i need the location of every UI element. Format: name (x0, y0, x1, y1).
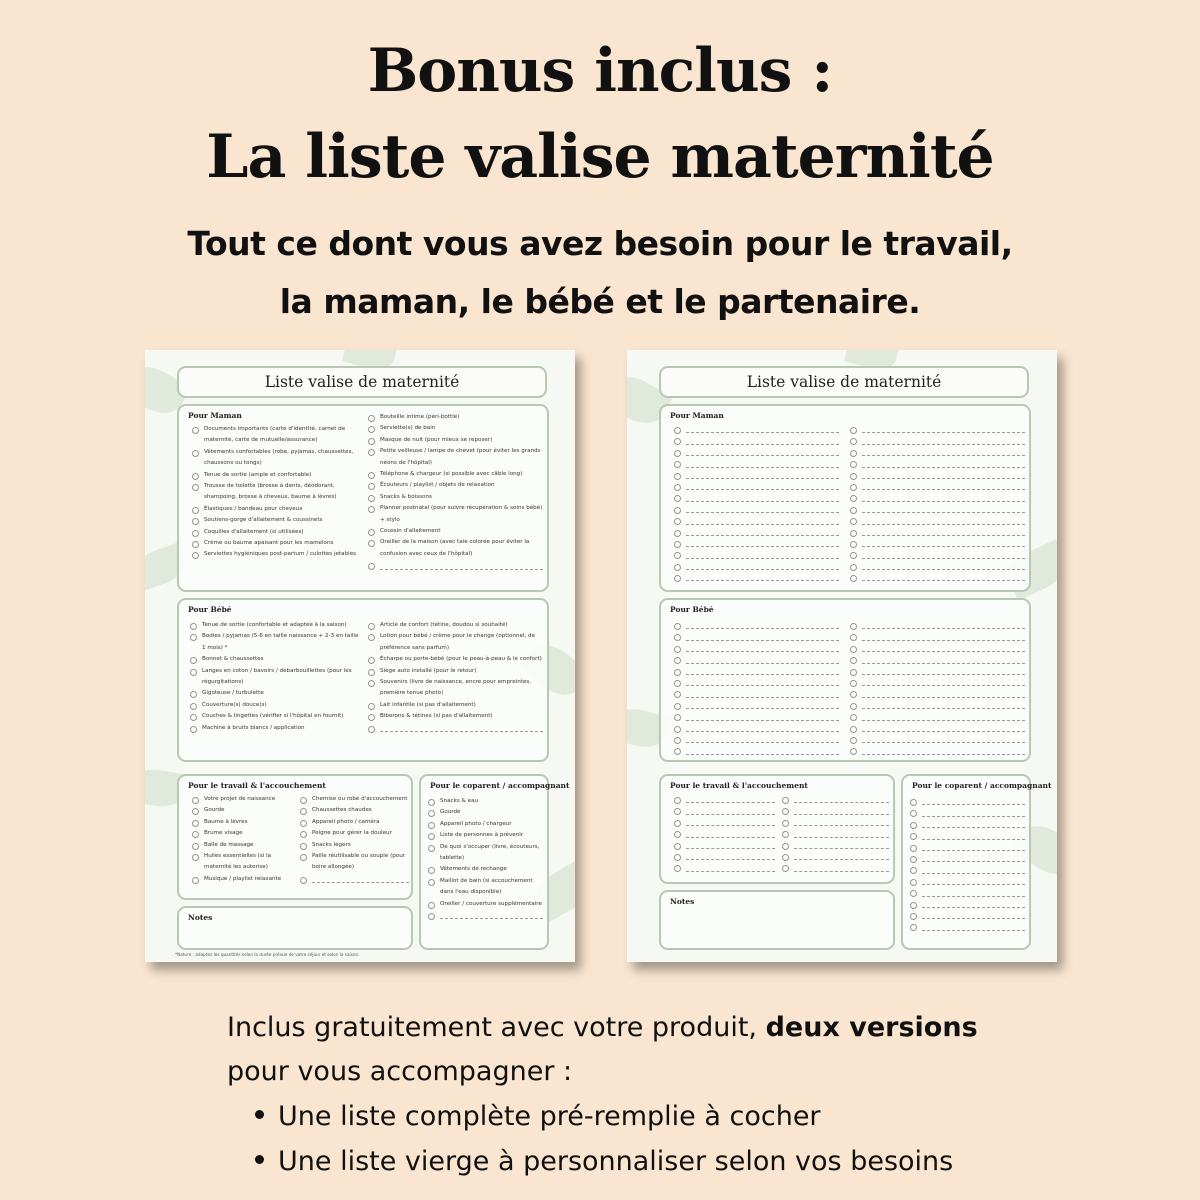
checklist-item[interactable]: Brume visage (191, 828, 299, 839)
checklist-item[interactable]: Bodies / pyjamas (5-6 en taille naissance + 2-3 en taille 1 mois) * (189, 631, 361, 654)
checklist-item[interactable]: Lotion pour bébé / crème pour le change (optionnel, de préférence sans parfum) (367, 631, 545, 654)
blank-checklist-line[interactable] (673, 794, 777, 805)
blank-checklist-line[interactable] (781, 828, 891, 839)
checklist-item[interactable]: Vêtements de rechange (427, 864, 545, 875)
filled-page-title: Liste valise de maternité (177, 366, 547, 398)
blank-checklist-line[interactable] (849, 458, 1027, 469)
blank-checklist-line[interactable] (673, 851, 777, 862)
checklist-item[interactable]: Maillot de bain (si accouchement dans l'eau disponible) (427, 876, 545, 899)
checklist-item[interactable]: Gourde (427, 807, 545, 818)
blank-checklist-line[interactable] (673, 654, 841, 665)
description-line-1 (227, 1012, 978, 1043)
checklist-item[interactable]: Souvenirs (livre de naissance, encre pour empreintes, première tenue photo) (367, 677, 545, 700)
blank-checklist-line[interactable] (673, 515, 841, 526)
description-line-1-text: Inclus gratuitement avec votre produit, (227, 1012, 766, 1043)
checklist-item[interactable]: Paille réutilisable ou souple (pour boire allongée) (299, 851, 411, 874)
subtitle-line-1: Tout ce dont vous avez besoin pour le travail, (187, 224, 1013, 263)
blank-checklist-line[interactable] (909, 864, 1027, 875)
bullet-item (255, 1146, 953, 1177)
blank-checklist-line[interactable] (849, 620, 1027, 631)
blank-travail-left (673, 794, 777, 874)
blank-checklist-line[interactable] (673, 572, 841, 583)
blank-checklist-line[interactable] (849, 734, 1027, 745)
checklist-item[interactable]: Téléphone & chargeur (si possible avec câble long) (367, 469, 545, 480)
checklist-item[interactable]: De quoi s'occuper (livre, écouteurs, tablette) (427, 842, 545, 865)
footnote: *Nature : adaptez les quantités selon la durée prévue de votre séjour et selon la saison. (175, 952, 360, 957)
blank-checklist-line[interactable] (909, 899, 1027, 910)
checklist-item[interactable]: Trousse de toilette (brosse à dents, déodorant, shampoing, brosse à cheveux, baume à lèvres) (191, 481, 361, 504)
blank-checklist-line[interactable] (909, 807, 1027, 818)
checklist-item[interactable]: Gourde (191, 805, 299, 816)
checklist-item[interactable]: Chaussettes chaudes (299, 805, 411, 816)
blank-checklist-line[interactable] (849, 504, 1027, 515)
checklist-item[interactable]: Votre projet de naissance (191, 794, 299, 805)
blank-checklist-line[interactable] (673, 492, 841, 503)
checklist-item[interactable]: Peigne pour gérer la douleur (299, 828, 411, 839)
blank-bebe-right (849, 620, 1027, 757)
maman-section (177, 404, 549, 592)
checklist-item[interactable]: Article de confort (tétine, doudou si souhaité) (367, 620, 545, 631)
blank-checklist-line[interactable] (849, 424, 1027, 435)
checklist-item[interactable]: Couverture(s) douce(s) (189, 700, 361, 711)
blank-page-title: Liste valise de maternité (659, 366, 1029, 398)
checklist-item[interactable]: Écouteurs / playlist / objets de relaxation (367, 480, 545, 491)
blank-checklist-line[interactable] (673, 723, 841, 734)
maman-title: Pour Maman (188, 411, 242, 420)
blank-checklist-page (627, 350, 1057, 962)
bullet-text: Une liste vierge à personnaliser selon vos besoins (278, 1146, 954, 1177)
blank-checklist-line[interactable] (849, 631, 1027, 642)
blank-coparent-section (901, 774, 1052, 950)
checklist-item[interactable]: Bonnet & chaussettes (189, 654, 361, 665)
checklist-item[interactable]: Snacks & boissons (367, 492, 545, 503)
blank-checklist-line[interactable] (849, 688, 1027, 699)
bebe-left-list (189, 620, 361, 734)
checklist-item[interactable]: Planner postnatal (pour suivre récupération & soins bébé) + stylo (367, 503, 545, 526)
checklist-item[interactable]: Oreiller / couverture supplémentaire (427, 899, 545, 910)
bebe-title: Pour Bébé (188, 605, 232, 614)
checklist-item[interactable]: Vêtements confortables (robe, pyjamas, chaussettes, chaussons ou tongs) (191, 447, 361, 470)
checklist-item[interactable]: Snacks & eau (427, 796, 545, 807)
checklist-item[interactable]: Soutiens-gorge d'allaitement & coussinets (191, 515, 361, 526)
blank-checklist-line[interactable] (909, 887, 1027, 898)
notes-title: Notes (188, 913, 213, 922)
blank-checklist-line[interactable] (849, 561, 1027, 572)
blank-checklist-line[interactable] (673, 504, 841, 515)
blank-checklist-line[interactable] (781, 794, 891, 805)
blank-checklist-line[interactable] (673, 734, 841, 745)
checklist-item[interactable]: Snacks légers (299, 840, 411, 851)
blank-checklist-line[interactable] (849, 572, 1027, 583)
blank-travail-title: Pour le travail & l'accouchement (670, 781, 808, 790)
blank-checklist-line[interactable] (849, 666, 1027, 677)
blank-checklist-line[interactable] (849, 711, 1027, 722)
coparent-title: Pour le coparent / accompagnant (430, 781, 570, 790)
blank-checklist-line[interactable] (427, 910, 545, 921)
checklist-item[interactable]: Gigoteuse / turbulette (189, 688, 361, 699)
blank-checklist-line[interactable] (909, 819, 1027, 830)
checklist-item[interactable]: Crème ou baume apaisant pour les mamelons (191, 538, 361, 549)
blank-checklist-line[interactable] (673, 711, 841, 722)
checklist-item[interactable]: Biberons & tétines (si pas d'allaitement) (367, 711, 545, 722)
coparent-list (427, 796, 545, 921)
blank-checklist-line[interactable] (849, 447, 1027, 458)
blank-checklist-line[interactable] (673, 470, 841, 481)
blank-bebe-left (673, 620, 841, 757)
blank-checklist-line[interactable] (849, 723, 1027, 734)
blank-checklist-line[interactable] (367, 723, 545, 734)
blank-checklist-line[interactable] (673, 643, 841, 654)
checklist-item[interactable]: Tenue de sortie (ample et confortable) (191, 470, 361, 481)
blank-checklist-line[interactable] (673, 561, 841, 572)
blank-checklist-line[interactable] (909, 876, 1027, 887)
checklist-item[interactable]: Écharpe ou porte-bébé (pour le peau-à-peau & le confort) (367, 654, 545, 665)
blank-coparent-title: Pour le coparent / accompagnant (912, 781, 1052, 790)
blank-checklist-line[interactable] (673, 549, 841, 560)
checklist-item[interactable]: Serviette(s) de bain (367, 423, 545, 434)
bebe-section (177, 598, 549, 762)
blank-checklist-line[interactable] (849, 435, 1027, 446)
blank-checklist-line[interactable] (849, 538, 1027, 549)
blank-checklist-line[interactable] (673, 677, 841, 688)
blank-checklist-line[interactable] (673, 840, 777, 851)
description-line-2: pour vous accompagner : (227, 1056, 573, 1087)
blank-maman-title: Pour Maman (670, 411, 724, 420)
checklist-item[interactable]: Langes en coton / bavoirs / débarbouillettes (pour les régurgitations) (189, 666, 361, 689)
blank-checklist-line[interactable] (849, 470, 1027, 481)
bullet-item (255, 1101, 821, 1132)
travail-title: Pour le travail & l'accouchement (188, 781, 326, 790)
blank-checklist-line[interactable] (781, 805, 891, 816)
blank-maman-left (673, 424, 841, 583)
blank-checklist-line[interactable] (673, 700, 841, 711)
blank-checklist-line[interactable] (849, 700, 1027, 711)
blank-checklist-line[interactable] (849, 527, 1027, 538)
blank-checklist-line[interactable] (909, 910, 1027, 921)
blank-checklist-line[interactable] (849, 549, 1027, 560)
blank-checklist-line[interactable] (909, 842, 1027, 853)
blank-checklist-line[interactable] (673, 620, 841, 631)
checklist-item[interactable]: Bouteille intime (péri-bottle) (367, 412, 545, 423)
checklist-item[interactable]: Oreiller de la maison (avec taie colorée pour éviter la confusion avec ceux de l'hôpital) (367, 537, 545, 560)
bullet-dot-icon (255, 1110, 264, 1119)
blank-checklist-line[interactable] (909, 830, 1027, 841)
checklist-item[interactable]: Huiles essentielles (si la maternité les autorise) (191, 851, 299, 874)
blank-maman-section (659, 404, 1031, 592)
checklist-item[interactable]: Couches & lingettes (vérifier si l'hôpital en fournit) (189, 711, 361, 722)
blank-checklist-line[interactable] (673, 447, 841, 458)
blank-notes-section (659, 890, 895, 950)
blank-travail-section (659, 774, 895, 884)
coparent-section (419, 774, 570, 950)
blank-checklist-line[interactable] (909, 796, 1027, 807)
blank-checklist-line[interactable] (849, 515, 1027, 526)
blank-checklist-line[interactable] (299, 874, 411, 885)
description-line-1-bold: deux versions (765, 1012, 978, 1043)
blank-bebe-title: Pour Bébé (670, 605, 714, 614)
checklist-item[interactable]: Appareil photo / caméra (299, 817, 411, 828)
blank-coparent-list (909, 796, 1027, 933)
checklist-item[interactable]: Appareil photo / chargeur (427, 819, 545, 830)
blank-bebe-section (659, 598, 1031, 762)
blank-checklist-line[interactable] (673, 631, 841, 642)
checklist-item[interactable]: Machine à bruits blancs / application (189, 723, 361, 734)
travail-section (177, 774, 413, 900)
blank-checklist-line[interactable] (781, 862, 891, 873)
blank-notes-title: Notes (670, 897, 695, 906)
blank-checklist-line[interactable] (673, 481, 841, 492)
subtitle-line-2: la maman, le bébé et le partenaire. (279, 282, 921, 321)
checklist-item[interactable]: Élastiques / bandeau pour cheveux (191, 504, 361, 515)
checklist-item[interactable]: Chemise ou robe d'accouchement (299, 794, 411, 805)
checklist-item[interactable]: Balle de massage (191, 840, 299, 851)
checklist-item[interactable]: Documents importants (carte d'identité, carnet de maternité, carte de mutuelle/assurance) (191, 424, 361, 447)
blank-checklist-line[interactable] (849, 481, 1027, 492)
checklist-item[interactable]: Coquilles d'allaitement (si utilisées) (191, 527, 361, 538)
blank-checklist-line[interactable] (673, 666, 841, 677)
blank-checklist-line[interactable] (673, 862, 777, 873)
blank-checklist-line[interactable] (673, 805, 777, 816)
maman-right-list (367, 412, 545, 572)
checklist-item[interactable]: Coussin d'allaitement (367, 526, 545, 537)
checklist-item[interactable]: Liste de personnes à prévenir (427, 830, 545, 841)
filled-checklist-page (145, 350, 575, 962)
checklist-item[interactable]: Serviettes hygiéniques post-partum / culottes jetables (191, 549, 361, 560)
heading-line-1: Bonus inclus : (367, 36, 833, 106)
checklist-item[interactable]: Musique / playlist relaxante (191, 874, 299, 885)
checklist-item[interactable]: Siège auto installé (pour le retour) (367, 666, 545, 677)
bebe-right-list (367, 620, 545, 734)
blank-checklist-line[interactable] (909, 853, 1027, 864)
blank-checklist-line[interactable] (849, 745, 1027, 756)
blank-checklist-line[interactable] (673, 688, 841, 699)
blank-checklist-line[interactable] (367, 560, 545, 571)
heading-line-2: La liste valise maternité (206, 122, 994, 192)
blank-checklist-line[interactable] (781, 840, 891, 851)
blank-checklist-line[interactable] (849, 677, 1027, 688)
blank-travail-right (781, 794, 891, 874)
travail-left-list (191, 794, 299, 885)
blank-checklist-line[interactable] (781, 817, 891, 828)
bullet-dot-icon (255, 1155, 264, 1164)
notes-section (177, 906, 413, 950)
blank-checklist-line[interactable] (673, 458, 841, 469)
blank-checklist-line[interactable] (673, 527, 841, 538)
blank-checklist-line[interactable] (673, 538, 841, 549)
blank-checklist-line[interactable] (849, 492, 1027, 503)
checklist-item[interactable]: Tenue de sortie (confortable et adaptée à la saison) (189, 620, 361, 631)
blank-maman-right (849, 424, 1027, 583)
blank-checklist-line[interactable] (849, 654, 1027, 665)
bullet-text: Une liste complète pré-remplie à cocher (278, 1101, 821, 1132)
blank-checklist-line[interactable] (673, 435, 841, 446)
checklist-item[interactable]: Masque de nuit (pour mieux se reposer) (367, 435, 545, 446)
blank-checklist-line[interactable] (781, 851, 891, 862)
blank-checklist-line[interactable] (849, 643, 1027, 654)
blank-checklist-line[interactable] (673, 817, 777, 828)
blank-checklist-line[interactable] (673, 424, 841, 435)
blank-checklist-line[interactable] (909, 921, 1027, 932)
checklist-item[interactable]: Baume à lèvres (191, 817, 299, 828)
blank-checklist-line[interactable] (673, 828, 777, 839)
maman-left-list (191, 424, 361, 561)
travail-right-list (299, 794, 411, 885)
checklist-item[interactable]: Petite veilleuse / lampe de chevet (pour éviter les grands néons de l'hôpital) (367, 446, 545, 469)
checklist-item[interactable]: Lait infantile (si pas d'allaitement) (367, 700, 545, 711)
blank-checklist-line[interactable] (673, 745, 841, 756)
